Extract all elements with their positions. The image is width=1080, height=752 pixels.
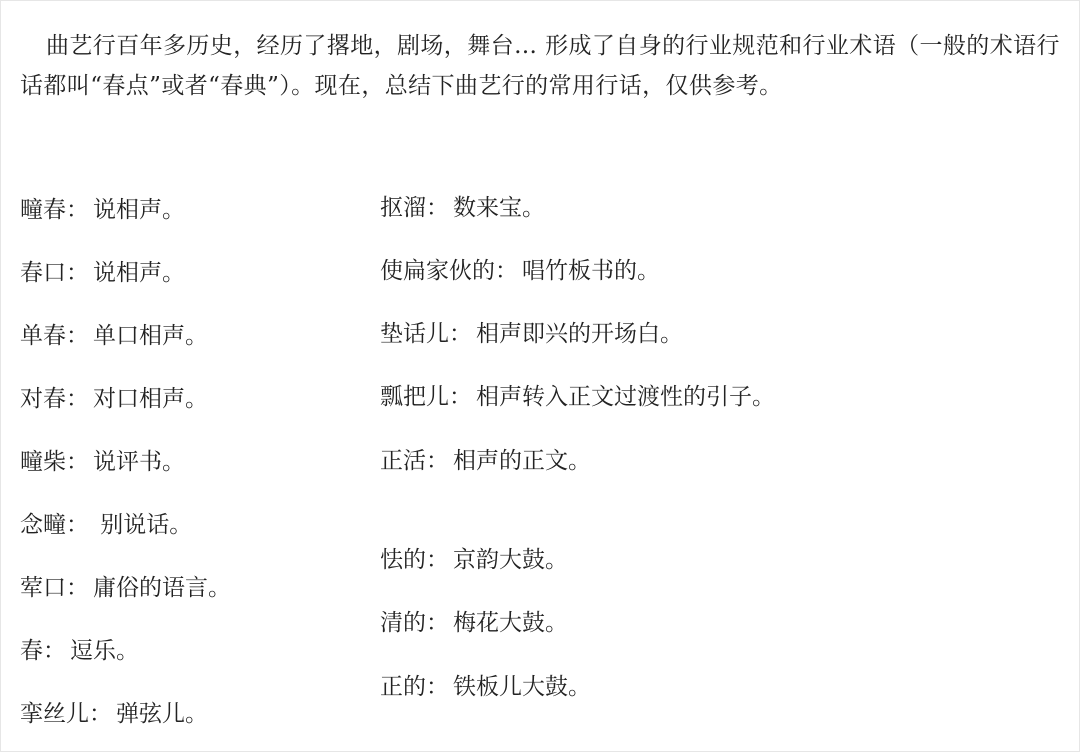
term-separator: ： [449,384,472,410]
term-definition: 逗乐。 [70,638,139,664]
term-name: 挛丝儿 [20,701,89,727]
term-separator: ： [66,512,89,538]
term-name: 怯的 [380,547,426,573]
term-definition: 梅花大鼓。 [453,610,568,636]
term-name: 念疃 [20,512,66,538]
term-item [380,193,545,223]
term-separator: ： [426,195,449,221]
term-separator: ： [449,321,472,347]
term-name: 春口 [20,260,66,286]
term-item [20,321,208,351]
term-item [20,636,139,666]
term-name: 荤口 [20,575,66,601]
term-definition: 说相声。 [93,260,185,286]
term-definition: 相声即兴的开场白。 [476,321,683,347]
term-item [20,447,185,477]
term-separator: ： [426,674,449,700]
term-item [20,195,185,225]
term-separator: ： [43,638,66,664]
term-definition: 数来宝。 [453,195,545,221]
term-item [20,384,208,414]
term-item [20,510,192,540]
term-separator: ： [66,386,89,412]
term-definition: 庸俗的语言。 [93,575,231,601]
term-item [20,699,208,729]
term-definition: 说评书。 [93,449,185,475]
term-definition: 对口相声。 [93,386,208,412]
term-separator: ： [66,260,89,286]
intro-paragraph: 曲艺行百年多历史，经历了撂地，剧场，舞台… 形成了自身的行业规范和行业术语（一般的术语行话都叫“春点”或者“春典”）。现在，总结下曲艺行的常用行话，仅供参考。 [20,33,1060,99]
term-item [380,382,775,412]
term-name: 正的 [380,674,426,700]
term-separator: ： [426,610,449,636]
term-separator: ： [426,547,449,573]
term-name: 春 [20,638,43,664]
term-name: 正活 [380,448,426,474]
term-definition: 唱竹板书的。 [522,258,660,284]
term-definition: 相声的正文。 [453,448,591,474]
term-definition: 铁板儿大鼓。 [453,674,591,700]
term-definition: 别说话。 [93,512,193,538]
term-definition: 相声转入正文过渡性的引子。 [476,384,775,410]
term-definition: 单口相声。 [93,323,208,349]
term-item [380,545,568,575]
term-name: 抠溜 [380,195,426,221]
term-definition: 弹弦儿。 [116,701,208,727]
term-separator: ： [66,575,89,601]
term-name: 清的 [380,610,426,636]
term-item [380,319,683,349]
term-item [20,573,231,603]
term-name: 疃柴 [20,449,66,475]
term-name: 疃春 [20,197,66,223]
term-definition: 说相声。 [93,197,185,223]
term-name: 使扁家伙的 [380,258,495,284]
term-separator: ： [66,449,89,475]
term-item [380,446,591,476]
term-separator: ： [426,448,449,474]
term-separator: ： [89,701,112,727]
term-item [380,608,568,638]
term-definition: 京韵大鼓。 [453,547,568,573]
term-separator: ： [495,258,518,284]
term-separator: ： [66,197,89,223]
term-name: 对春 [20,386,66,412]
term-name: 垫话儿 [380,321,449,347]
term-name: 单春 [20,323,66,349]
term-name: 瓢把儿 [380,384,449,410]
term-item [380,256,660,286]
term-item [380,672,591,702]
term-item [20,258,185,288]
term-separator: ： [66,323,89,349]
